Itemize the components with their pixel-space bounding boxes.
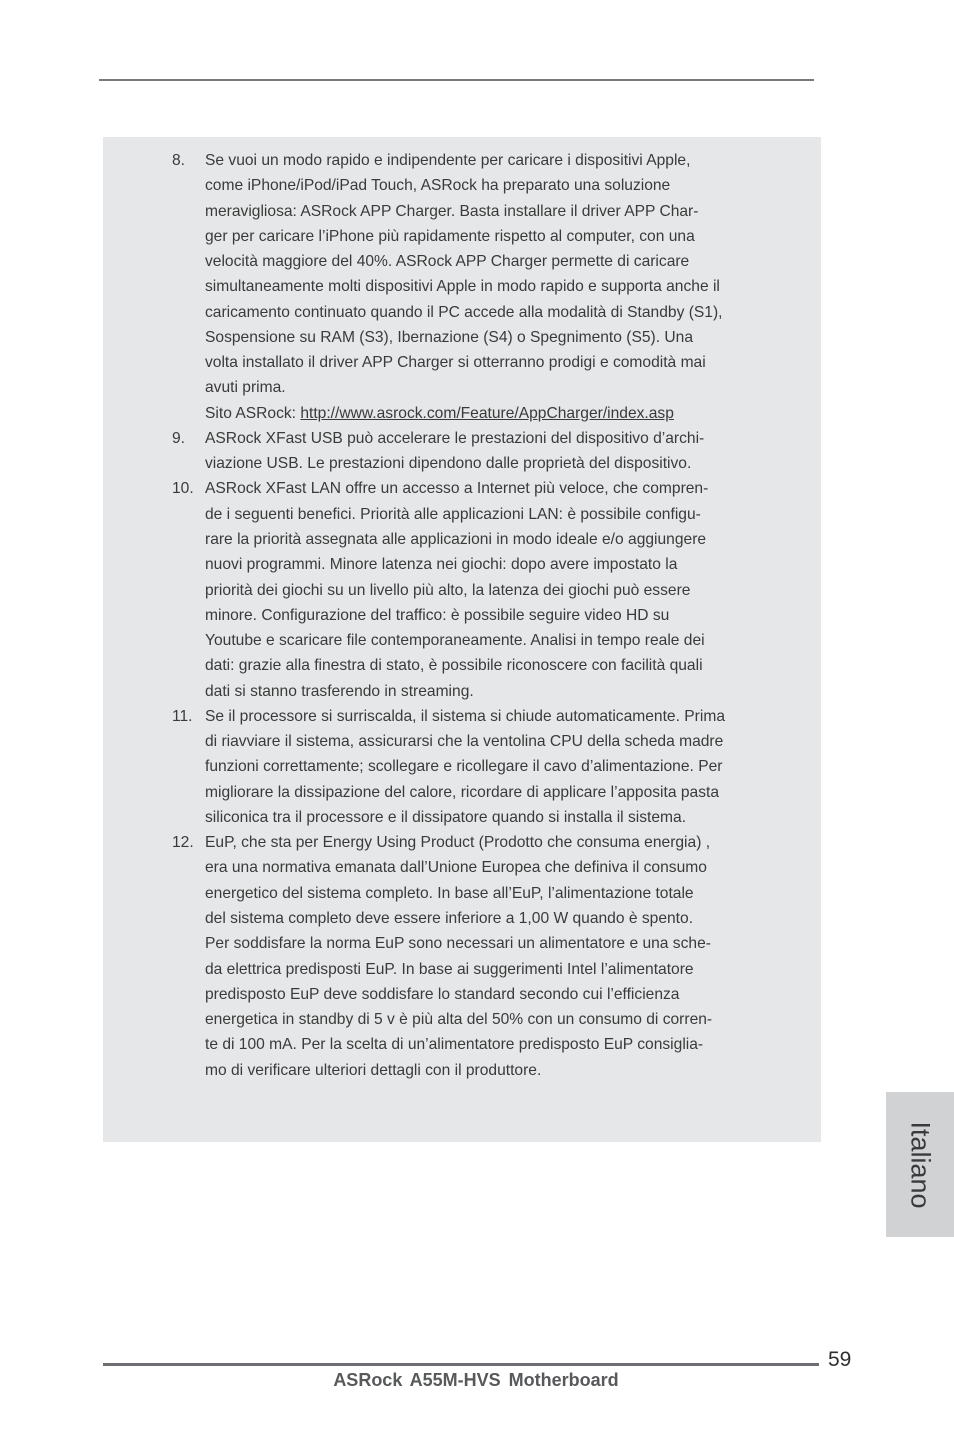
item-number: 10. — [172, 480, 194, 498]
top-rule — [99, 79, 814, 81]
item-line: Se il processore si surriscalda, il sistema si chiude automaticamente. Prima — [205, 707, 725, 725]
site-prefix: Sito ASRock: — [205, 404, 301, 422]
item-line: rare la priorità assegnata alle applicazioni in modo ideale e/o aggiungere — [205, 530, 707, 548]
item-line: ASRock XFast USB può accelerare le prestazioni del dispositivo d’archi- — [205, 429, 705, 447]
item-line: priorità dei giochi su un livello più alto, la latenza dei giochi può essere — [205, 581, 691, 599]
item-line: dati: grazie alla finestra di stato, è possibile riconoscere con facilità quali — [205, 657, 703, 675]
list-item-10 — [172, 476, 772, 703]
language-tab-label: Italiano — [905, 1120, 936, 1209]
item-line: ger per caricare l’iPhone più rapidamente rispetto al computer, con una — [205, 227, 695, 245]
item-number: 11. — [172, 707, 193, 725]
item-line: volta installato il driver APP Charger si otterranno prodigi e comodità mai — [205, 354, 706, 372]
item-line: energetico del sistema completo. In base all’EuP, l’alimentazione totale — [205, 884, 694, 902]
item-line: Sospensione su RAM (S3), Ibernazione (S4) o Spegnimento (S5). Una — [205, 328, 693, 346]
item-line: siliconica tra il processore e il dissipatore quando si installa il sistema. — [205, 808, 687, 826]
item-line: di riavviare il sistema, assicurarsi che la ventolina CPU della scheda madre — [205, 733, 724, 751]
item-line: simultaneamente molti dispositivi Apple in modo rapido e supporta anche il — [205, 278, 720, 296]
item-line: avuti prima. — [205, 379, 286, 397]
item-line: come iPhone/iPod/iPad Touch, ASRock ha preparato una soluzione — [205, 177, 671, 195]
item-line: velocità maggiore del 40%. ASRock APP Charger permette di caricare — [205, 253, 690, 271]
numbered-list — [172, 148, 772, 1083]
item-line: Per soddisfare la norma EuP sono necessari un alimentatore e una sche- — [205, 935, 711, 953]
list-item-11 — [172, 704, 772, 830]
item-line: da elettrica predisposti EuP. In base ai suggerimenti Intel l’alimentatore — [205, 960, 694, 978]
item-line: nuovi programmi. Minore latenza nei giochi: dopo avere impostato la — [205, 556, 678, 574]
footer-rule — [103, 1363, 819, 1366]
item-number: 12. — [172, 834, 194, 852]
list-item-12 — [172, 830, 772, 1083]
item-line: del sistema completo deve essere inferiore a 1,00 W quando è spento. — [205, 909, 694, 927]
list-item-8 — [172, 148, 772, 426]
app-charger-link[interactable]: http://www.asrock.com/Feature/AppCharger/index.asp — [300, 404, 674, 422]
item-line: era una normativa emanata dall’Unione Europea che definiva il consumo — [205, 859, 707, 877]
item-line: funzioni correttamente; scollegare e ricollegare il cavo d’alimentazione. Per — [205, 758, 723, 776]
site-line — [205, 401, 772, 426]
item-number: 9. — [172, 429, 186, 447]
item-line: caricamento continuato quando il PC accede alla modalità di Standby (S1), — [205, 303, 723, 321]
item-number: 8. — [172, 152, 186, 169]
item-line: Se vuoi un modo rapido e indipendente per caricare i dispositivi Apple, — [205, 152, 691, 169]
item-line: viazione USB. Le prestazioni dipendono dalle proprietà del dispositivo. — [205, 455, 692, 473]
item-line: de i seguenti benefici. Priorità alle applicazioni LAN: è possibile configu- — [205, 505, 701, 523]
item-line: EuP, che sta per Energy Using Product (Prodotto che consuma energia) , — [205, 834, 711, 852]
item-line: minore. Configurazione del traffico: è possibile seguire video HD su — [205, 606, 670, 624]
item-line: Youtube e scaricare file contemporaneamente. Analisi in tempo reale dei — [205, 632, 705, 650]
list-item-9 — [172, 426, 772, 477]
item-line: predisposto EuP deve soddisfare lo standard secondo cui l’efficienza — [205, 985, 680, 1003]
item-line: energetica in standby di 5 v è più alta del 50% con un consumo di corren- — [205, 1011, 713, 1029]
item-line: te di 100 mA. Per la scelta di un’alimentatore predisposto EuP consiglia- — [205, 1036, 704, 1054]
item-line: meravigliosa: ASRock APP Charger. Basta installare il driver APP Char- — [205, 202, 699, 220]
item-line: ASRock XFast LAN offre un accesso a Internet più veloce, che compren- — [205, 480, 709, 498]
language-tab — [886, 1092, 954, 1237]
footer-title: ASRock A55M-HVS Motherboard — [333, 1370, 619, 1390]
item-line: dati si stanno trasferendo in streaming. — [205, 682, 474, 700]
page-number: 59 — [828, 1348, 852, 1371]
item-line: mo di verificare ulteriori dettagli con il produttore. — [205, 1061, 542, 1079]
item-line: migliorare la dissipazione del calore, ricordare di applicare l’apposita pasta — [205, 783, 719, 801]
